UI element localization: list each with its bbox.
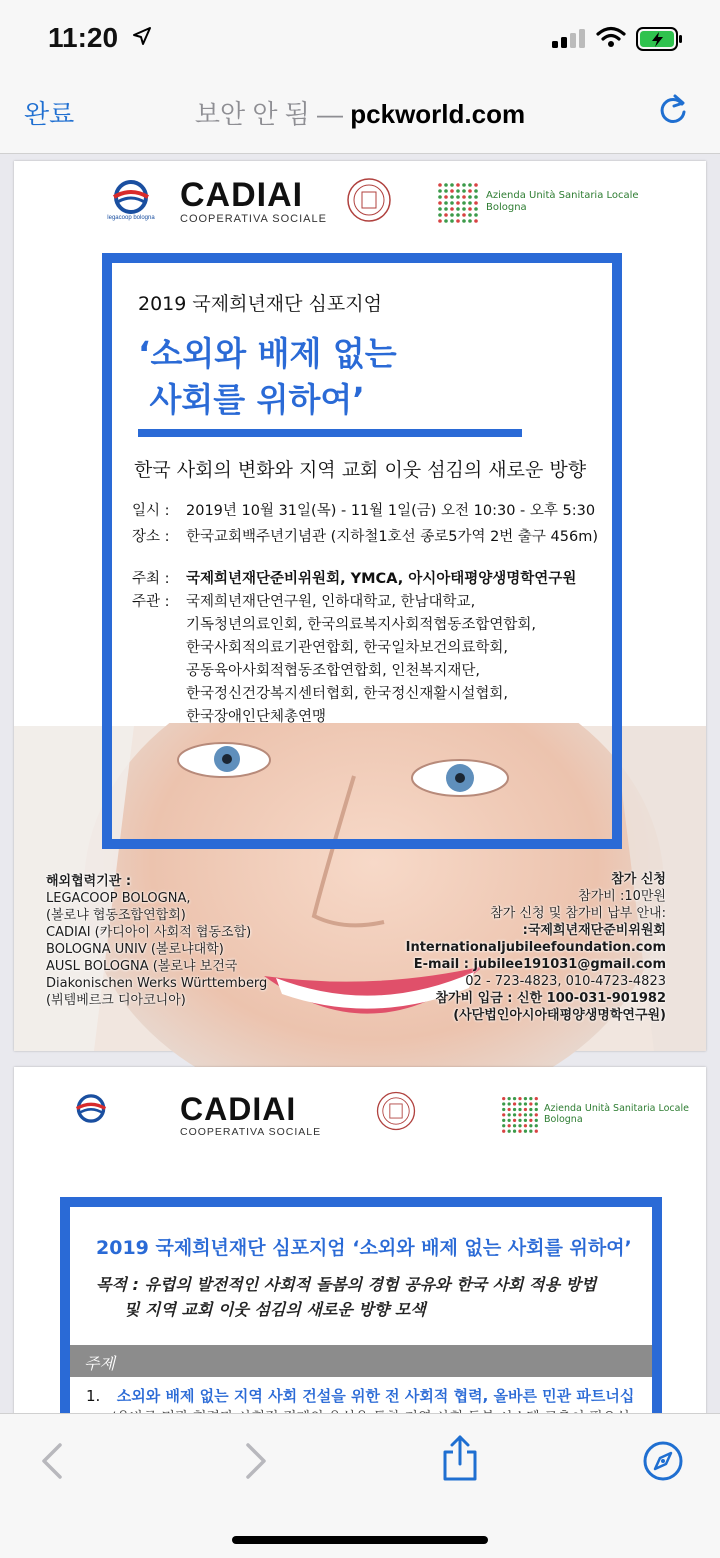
overseas-partners: [46, 873, 267, 1009]
status-bar: [0, 0, 720, 80]
cadiai-logo-sub: COOPERATIVA SOCIALE: [180, 1126, 322, 1138]
wifi-icon: [596, 26, 626, 48]
ausl-logo: [500, 1095, 689, 1137]
date-label: 일시 :: [132, 503, 170, 519]
organizer-label: 주관 :: [132, 594, 170, 610]
theme-item: [86, 1385, 634, 1406]
compass-icon[interactable]: [642, 1440, 684, 1482]
ausl-dots-icon: [436, 181, 480, 223]
organizer-line: 한국장애인단체총연맹: [186, 709, 327, 725]
cadiai-logo: [180, 176, 327, 225]
page2-title: 2019 국제희년재단 심포지엄 ‘소외와 배제 없는 사회를 위하여’: [96, 1237, 632, 1259]
poster-main-title: ‘소외와 배제 없는 사회를 위하여’: [138, 334, 397, 419]
registration-line: Internationaljubileefoundation.com: [405, 940, 666, 955]
forward-arrow-icon[interactable]: [244, 1442, 268, 1480]
registration-line: :국제희년재단준비위원회: [522, 923, 666, 938]
ausl-city: Bologna: [544, 1114, 583, 1125]
purpose-line: 및 지역 교회 이웃 섬김의 새로운 방향 모색: [124, 1300, 426, 1319]
organizer-line: 한국사회적의료기관연합회, 한국일차보건의료학회,: [186, 640, 508, 656]
date-row: [132, 499, 596, 520]
partner-line: AUSL BOLOGNA (볼로냐 보건국: [46, 959, 238, 974]
legacoop-text: legacoop bologna: [107, 215, 155, 221]
organizer-line: 한국정신건강복지센터협회, 한국정신재활시설협회,: [186, 686, 508, 702]
host-label: 주최 :: [132, 571, 170, 587]
status-time: 11:20: [48, 22, 119, 53]
battery-charging-icon: [636, 27, 684, 51]
home-indicator[interactable]: [232, 1536, 488, 1544]
place-row: [132, 525, 598, 546]
university-seal-logo: [374, 1089, 418, 1133]
poster-page-1: [14, 161, 706, 1051]
cadiai-logo-sub: COOPERATIVA SOCIALE: [180, 213, 327, 225]
poster-subtitle: 한국 사회의 변화와 지역 교회 이웃 섬김의 새로운 방향: [134, 459, 587, 481]
not-secure-label: 보안 안 됨 —: [194, 99, 344, 129]
registration-line: 02 - 723-4823, 010-4723-4823: [465, 974, 666, 989]
share-icon[interactable]: [440, 1434, 480, 1482]
university-seal-logo: [344, 175, 394, 225]
partner-line: (볼로냐 협동조합연합회): [46, 908, 186, 923]
theme-header: 주제: [70, 1345, 652, 1377]
cadiai-logo-main: CADIAI: [180, 1091, 297, 1127]
organizer-line: 기독청년의료인회, 한국의료복지사회적협동조합연합회,: [186, 617, 536, 633]
ausl-name: Azienda Unità Sanitaria Locale: [544, 1103, 689, 1114]
cadiai-logo: [180, 1091, 321, 1138]
location-arrow-icon: [132, 26, 152, 46]
organizer-row: [132, 590, 186, 611]
poster-year-title: 2019 국제희년재단 심포지엄: [138, 293, 382, 315]
ausl-city: Bologna: [486, 202, 527, 213]
cellular-signal-icon: [552, 28, 586, 48]
date-value: 2019년 10월 31일(목) - 11월 1일(금) 오전 10:30 - 오후 5:30: [186, 503, 596, 519]
registration-line: 참가 신청 및 참가비 납부 안내:: [490, 906, 666, 921]
done-button[interactable]: 완료: [24, 100, 75, 130]
theme-item-text: 소외와 배제 없는 지역 사회 건설을 위한 전 사회적 협력, 올바른 민관 파트너십: [116, 1387, 635, 1405]
title-underline: [138, 429, 522, 437]
registration-line: (사단법인아시아태평양생명학연구원): [453, 1008, 666, 1023]
back-arrow-icon[interactable]: [40, 1442, 64, 1480]
ausl-dots-icon: [500, 1095, 540, 1133]
partner-line: LEGACOOP BOLOGNA,: [46, 891, 191, 906]
logo-row: [14, 161, 706, 241]
legacoop-logo: [106, 179, 156, 221]
place-label: 장소 :: [132, 529, 170, 545]
ausl-logo: [436, 181, 639, 227]
page-content[interactable]: [0, 155, 720, 1413]
partner-line: BOLOGNA UNIV (볼로냐대학): [46, 942, 224, 957]
host-value: 국제희년재단준비위원회, YMCA, 아시아태평양생명학연구원: [186, 571, 577, 587]
partner-line: CADIAI (카디아이 사회적 협동조합): [46, 925, 252, 940]
registration-heading: 참가 신청: [611, 872, 666, 887]
domain-label: pckworld.com: [350, 99, 526, 129]
registration-line: E-mail : jubilee191031@gmail.com: [413, 957, 666, 972]
place-value: 한국교회백주년기념관 (지하철1호선 종로5가역 2번 출구 456m): [186, 529, 598, 545]
organizer-line: 국제희년재단연구원, 인하대학교, 한남대학교,: [186, 594, 476, 610]
reload-icon[interactable]: [656, 92, 690, 128]
ausl-name: Azienda Unità Sanitaria Locale: [486, 190, 639, 201]
registration-info: [406, 871, 666, 1024]
purpose-line: 목적 : 유럽의 발전적인 사회적 돌봄의 경험 공유와 한국 사회 적용 방법: [96, 1275, 597, 1294]
partners-heading: 해외협력기관 :: [46, 874, 132, 889]
legacoop-logo: [70, 1093, 112, 1129]
registration-line: 참가비 입금 : 신한 100-031-901982: [435, 991, 666, 1006]
partner-line: Diakonischen Werks Württemberg: [46, 976, 268, 991]
theme-item-number: 1.: [86, 1387, 101, 1405]
host-row: [132, 567, 577, 588]
address-bar[interactable]: [0, 94, 720, 131]
cadiai-logo-main: CADIAI: [180, 176, 304, 214]
partner-line: (뷔템베르크 디아코니아): [46, 993, 186, 1008]
organizer-line: 공동육아사회적협동조합연합회, 인천복지재단,: [186, 663, 480, 679]
registration-line: 참가비 :10만원: [578, 889, 666, 904]
